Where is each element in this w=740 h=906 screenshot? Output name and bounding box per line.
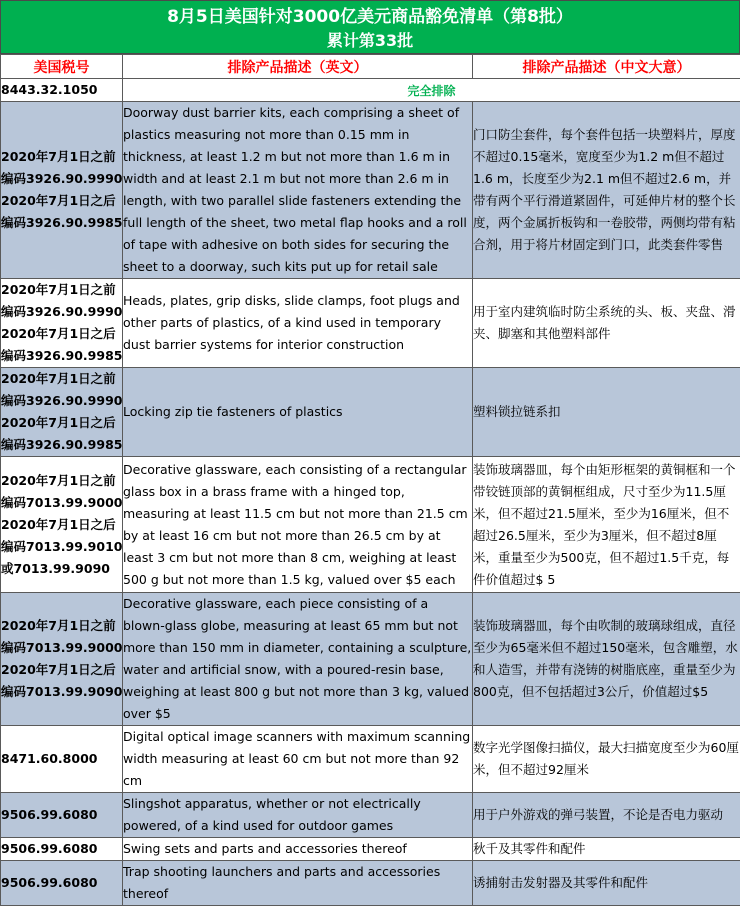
- tariff-code-line: 编码7013.99.9090: [1, 681, 122, 703]
- column-header-desc-en: 排除产品描述（英文）: [123, 55, 473, 79]
- tariff-code-cell: [1, 838, 123, 861]
- table-row: [1, 838, 740, 861]
- table-row: [1, 279, 740, 368]
- tariff-code-cell: [1, 593, 123, 726]
- tariff-code-line: 2020年7月1日之后: [1, 412, 122, 434]
- tariff-code-line: 2020年7月1日之前: [1, 615, 122, 637]
- tariff-code-line: 9506.99.6080: [1, 872, 122, 894]
- description-en-cell: Swing sets and parts and accessories thereof: [123, 838, 473, 861]
- tariff-code-line: 编码3926.90.9990: [1, 168, 122, 190]
- tariff-code-cell: [1, 368, 123, 457]
- tariff-code-cell: [1, 79, 123, 102]
- description-en-cell: Digital optical image scanners with maximum scanning width measuring at least 60 cm but not more than 92 cm: [123, 726, 473, 793]
- column-header-code: 美国税号: [1, 55, 123, 79]
- description-en-cell: Doorway dust barrier kits, each comprising a sheet of plastics measuring not more than 0.15 mm in thickness, at least 1.2 m but not more than 1.6 m in width and at least 2.1 m but not more than 2.6 m in length, with two parallel slide fasteners extending the full length of the sheet, two metal flap hooks and a roll of tape with adhesive on both sides for securing the sheet to a doorway, such kits put up for retail sale: [123, 102, 473, 279]
- description-cn-cell: 诱捕射击发射器及其零件和配件: [473, 861, 740, 906]
- table-row: [1, 79, 740, 102]
- description-cn-cell: 用于户外游戏的弹弓装置，不论是否电力驱动: [473, 793, 740, 838]
- tariff-code-line: 2020年7月1日之后: [1, 659, 122, 681]
- tariff-code-cell: [1, 726, 123, 793]
- tariff-code-cell: [1, 861, 123, 906]
- title-bar: [0, 0, 740, 54]
- page-title: 8月5日美国针对3000亿美元商品豁免清单（第8批）: [1, 6, 739, 28]
- tariff-code-line: 编码3926.90.9985: [1, 434, 122, 456]
- description-en-cell: Decorative glassware, each piece consisting of a blown-glass globe, measuring at least 65 mm but not more than 150 mm in diameter, containing a sculpture, water and artificial snow, with a poured-resin base, weighing at least 800 g but not more than 3 kg, valued over $5: [123, 593, 473, 726]
- page-subtitle: 累计第33批: [1, 30, 739, 51]
- tariff-code-line: 9506.99.6080: [1, 838, 122, 860]
- tariff-code-line: 编码3926.90.9990: [1, 301, 122, 323]
- table-row: [1, 102, 740, 279]
- tariff-code-line: 编码7013.99.9000: [1, 492, 122, 514]
- table-row: [1, 726, 740, 793]
- tariff-code-line: 编码7013.99.9000: [1, 637, 122, 659]
- description-cn-cell: 装饰玻璃器皿，每个由吹制的玻璃球组成，直径至少为65毫米但不超过150毫米，包含雕塑，水和人造雪，并带有浇铸的树脂底座，重量至少为800克，但不包括超过3公斤，价值超过$5: [473, 593, 740, 726]
- tariff-code-line: 编码3926.90.9985: [1, 345, 122, 367]
- description-cn-cell: 塑料锁拉链系扣: [473, 368, 740, 457]
- tariff-code-line: 2020年7月1日之前: [1, 470, 122, 492]
- description-en-cell: Heads, plates, grip disks, slide clamps, foot plugs and other parts of plastics, of a kind used in temporary dust barrier systems for interior construction: [123, 279, 473, 368]
- column-header-desc-cn: 排除产品描述（中文大意）: [473, 55, 740, 79]
- table-header-row: [1, 55, 740, 79]
- table-row: [1, 457, 740, 593]
- table-row: [1, 593, 740, 726]
- description-en-cell: Slingshot apparatus, whether or not electrically powered, of a kind used for outdoor games: [123, 793, 473, 838]
- description-cn-cell: 数字光学图像扫描仪，最大扫描宽度至少为60厘米，但不超过92厘米: [473, 726, 740, 793]
- tariff-code-line: 2020年7月1日之后: [1, 514, 122, 536]
- tariff-code-line: 9506.99.6080: [1, 804, 122, 826]
- description-en-cell: Trap shooting launchers and parts and accessories thereof: [123, 861, 473, 906]
- description-cn-cell: 装饰玻璃器皿，每个由矩形框架的黄铜框和一个带铰链顶部的黄铜框组成，尺寸至少为11.5厘米，但不超过21.5厘米，至少为16厘米，但不超过26.5厘米，至少为3厘米，但不超过8厘米，重量至少为500克，但不超过1.5千克，每件价值超过$ 5: [473, 457, 740, 593]
- tariff-code-cell: [1, 279, 123, 368]
- tariff-code-line: 或7013.99.9090: [1, 558, 122, 580]
- tariff-code-cell: [1, 102, 123, 279]
- full-exclusion-cell: 完全排除: [123, 79, 740, 102]
- tariff-code-line: 8471.60.8000: [1, 748, 122, 770]
- tariff-code-line: 2020年7月1日之前: [1, 279, 122, 301]
- tariff-code-line: 2020年7月1日之后: [1, 190, 122, 212]
- tariff-code-cell: [1, 793, 123, 838]
- tariff-code-cell: [1, 457, 123, 593]
- description-cn-cell: 门口防尘套件，每个套件包括一块塑料片，厚度不超过0.15毫米，宽度至少为1.2 m但不超过1.6 m，长度至少为2.1 m但不超过2.6 m，并带有两个平行滑道紧固件，可延伸片材的整个长度，两个金属折板钩和一卷胶带，两侧均带有粘合剂，用于将片材固定到门口，此类套件零售: [473, 102, 740, 279]
- description-en-cell: Decorative glassware, each consisting of a rectangular glass box in a brass frame with a hinged top, measuring at least 11.5 cm but not more than 21.5 cm by at least 16 cm but not more than 26.5 cm by at least 3 cm but not more than 8 cm, weighing at least 500 g but not more than 1.5 kg, valued over $5 each: [123, 457, 473, 593]
- tariff-code-line: 编码3926.90.9985: [1, 212, 122, 234]
- tariff-code-line: 2020年7月1日之后: [1, 323, 122, 345]
- description-en-cell: Locking zip tie fasteners of plastics: [123, 368, 473, 457]
- table-row: [1, 368, 740, 457]
- tariff-code-line: 8443.32.1050: [1, 79, 122, 101]
- description-cn-cell: 用于室内建筑临时防尘系统的头、板、夹盘、滑夹、脚塞和其他塑料部件: [473, 279, 740, 368]
- exclusion-table: [0, 54, 740, 906]
- table-row: [1, 861, 740, 906]
- tariff-code-line: 编码3926.90.9990: [1, 390, 122, 412]
- table-row: [1, 793, 740, 838]
- tariff-code-line: 编码7013.99.9010: [1, 536, 122, 558]
- tariff-code-line: 2020年7月1日之前: [1, 146, 122, 168]
- description-cn-cell: 秋千及其零件和配件: [473, 838, 740, 861]
- tariff-code-line: 2020年7月1日之前: [1, 368, 122, 390]
